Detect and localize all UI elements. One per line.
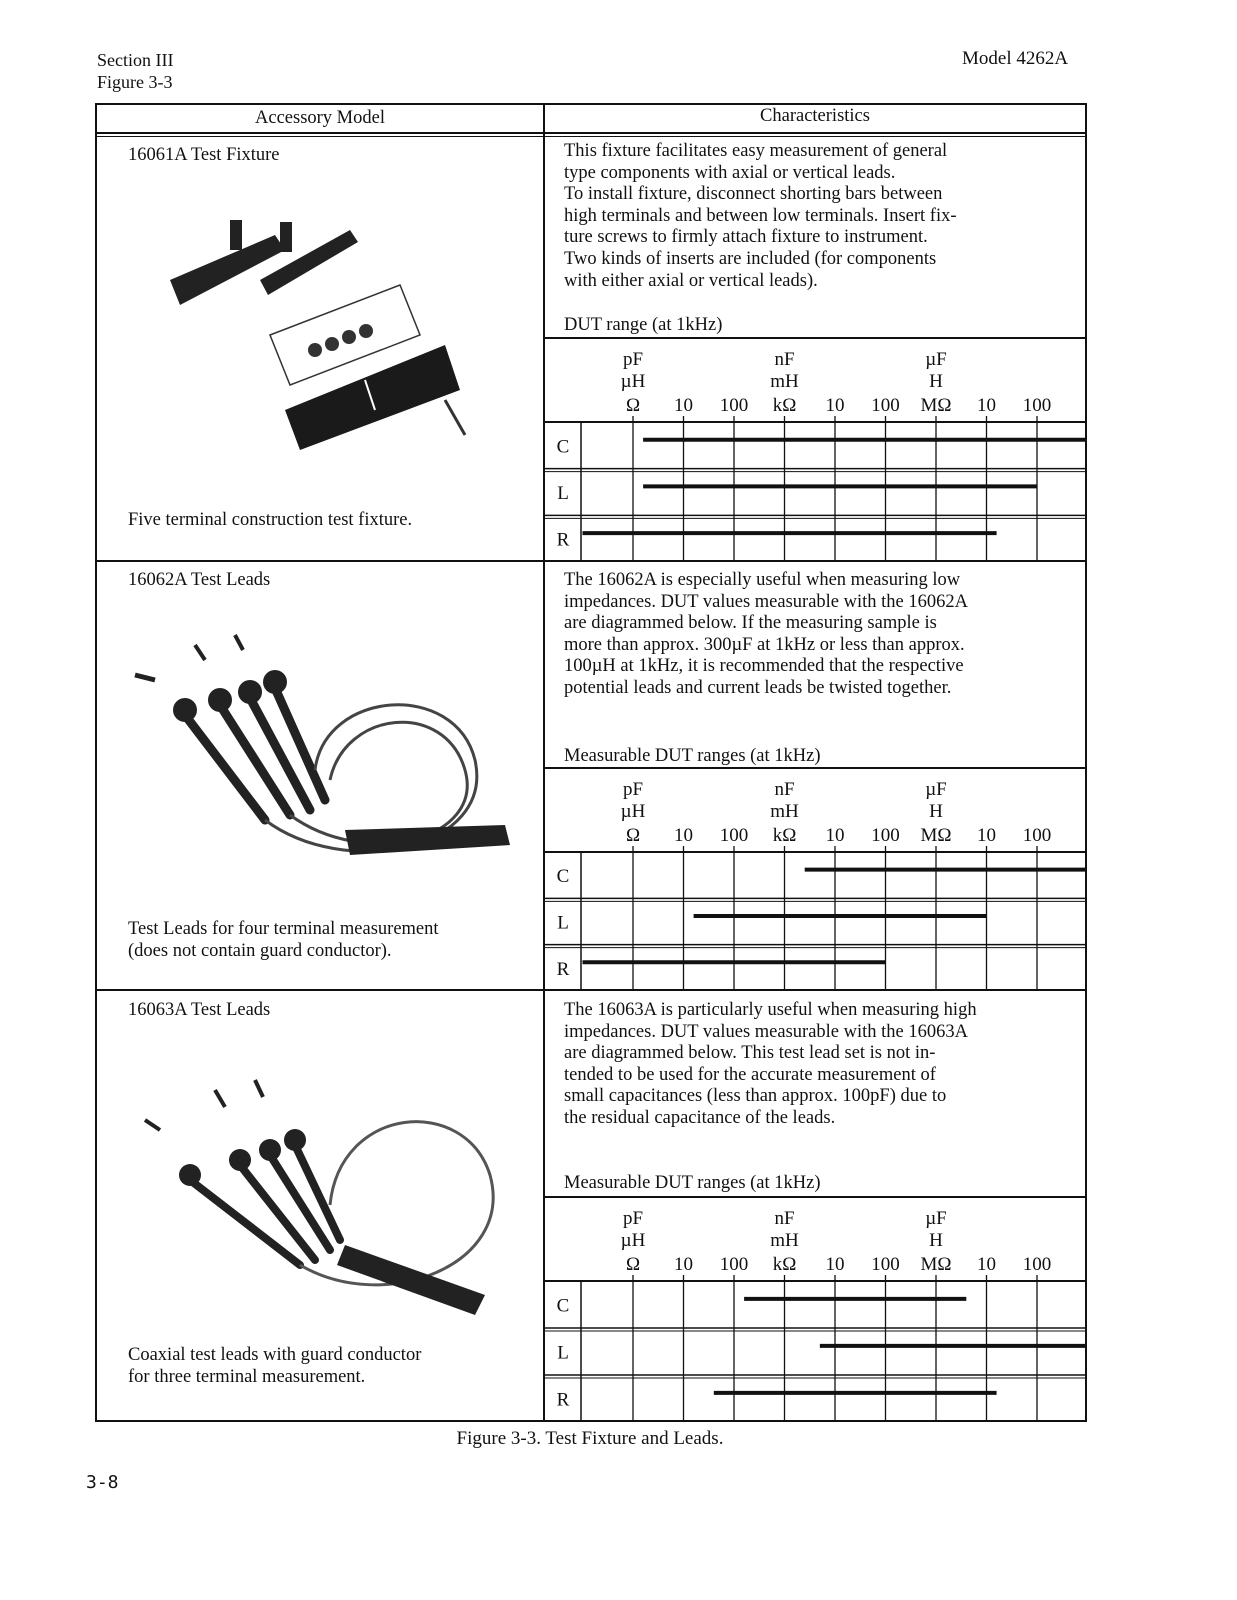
page-number: 3-8 (86, 1472, 119, 1493)
tick-label: kΩ (772, 1254, 797, 1275)
tick-label: MΩ (920, 395, 952, 416)
accessory-caption-16061a: Five terminal construction test fixture. (128, 510, 413, 530)
row-label-R: R (556, 958, 570, 980)
tick-label: 10 (674, 1254, 693, 1275)
unit-label-pF: pF (622, 1208, 644, 1229)
tick-label: 100 (871, 1254, 900, 1275)
tick-label: 100 (1022, 1254, 1052, 1275)
unit-label-µF: µF (925, 779, 947, 800)
row-label-R: R (556, 529, 570, 551)
row-label-L: L (557, 483, 569, 504)
tick-label: 100 (719, 1254, 749, 1275)
unit-label-H: H (929, 371, 943, 392)
unit-label-nF: nF (774, 779, 795, 800)
test-leads-16063a-image (125, 1065, 515, 1325)
row-label-L: L (557, 1342, 569, 1364)
tick-label: 100 (719, 825, 749, 846)
unit-label-pF: pF (622, 349, 644, 370)
unit-label-µF: µF (925, 1208, 947, 1229)
tick-label: 10 (825, 395, 845, 416)
tick-label: MΩ (920, 825, 952, 846)
figure-ref: Figure 3-3 (97, 72, 173, 92)
unit-label-µH: µH (620, 1230, 646, 1251)
range-label-16063a: Measurable DUT ranges (at 1kHz) (564, 1173, 821, 1193)
tick-label: 100 (871, 825, 900, 846)
unit-label-mH: mH (770, 801, 799, 822)
tick-label: 100 (1022, 395, 1052, 416)
row-label-C: C (556, 436, 570, 458)
row-label-R: R (556, 1389, 570, 1411)
range-label-16061a: DUT range (at 1kHz) (564, 315, 723, 335)
description-16061a: This fixture facilitates easy measurement of general type components with axial or vertical leads. To install fixture, disconnect shorting bars between high terminals and between low terminals. Insert fix- ture screws to firmly attach fixture to instrument. Two kinds of inserts are included (for components with either axial or vertical leads). (564, 141, 957, 291)
accessory-name-16062a: 16062A Test Leads (128, 570, 271, 590)
tick-label: 100 (719, 395, 749, 416)
dut-range-chart-16063a (545, 1196, 1087, 1422)
accessory-caption-16063a: Coaxial test leads with guard conductor for three terminal measurement. (128, 1345, 422, 1387)
tick-label: MΩ (920, 1254, 952, 1275)
accessory-name-16061a: 16061A Test Fixture (128, 145, 280, 165)
row-label-C: C (556, 1295, 570, 1317)
unit-label-mH: mH (770, 371, 799, 392)
tick-label: 10 (977, 395, 996, 416)
row-label-L: L (557, 912, 569, 934)
tick-label: 100 (871, 395, 900, 416)
dut-range-chart-16061a (545, 337, 1087, 562)
tick-label: Ω (625, 825, 641, 846)
unit-label-mH: mH (770, 1230, 799, 1251)
tick-label: kΩ (772, 395, 797, 416)
unit-label-pF: pF (622, 779, 644, 800)
model-label: Model 4262A (962, 48, 1069, 69)
test-leads-16062a-image (115, 620, 525, 910)
tick-label: 10 (977, 825, 996, 846)
tick-label: kΩ (772, 825, 797, 846)
row-label-C: C (556, 866, 570, 888)
test-fixture-image (160, 210, 490, 470)
unit-label-nF: nF (774, 1208, 795, 1229)
tick-label: 10 (674, 395, 693, 416)
description-16062a: The 16062A is especially useful when measuring low impedances. DUT values measurable with the 16062A are diagrammed below. If the measuring sample is more than approx. 300µF at 1kHz or less than approx. 100µH at 1kHz, it is recommended that the respective potential leads and current leads be twisted together. (564, 570, 968, 698)
figure-caption: Figure 3-3. Test Fixture and Leads. (456, 1428, 724, 1449)
tick-label: 10 (825, 1254, 845, 1275)
tick-label: 10 (977, 1254, 996, 1275)
tick-label: 10 (825, 825, 845, 846)
tick-label: 100 (1022, 825, 1052, 846)
accessory-name-16063a: 16063A Test Leads (128, 1000, 271, 1020)
tick-label: Ω (625, 1254, 641, 1275)
section-label: Section III (97, 50, 174, 70)
description-16063a: The 16063A is particularly useful when measuring high impedances. DUT values measurable with the 16063A are diagrammed below. This test lead set is not in- tended to be used for the accurate measurement of small capacitances (less than approx. 100pF) due to the residual capacitance of the leads. (564, 1000, 977, 1128)
accessory-caption-16062a: Test Leads for four terminal measurement (does not contain guard conductor). (128, 919, 439, 961)
range-label-16062a: Measurable DUT ranges (at 1kHz) (564, 746, 821, 766)
col-header-accessory: Accessory Model (255, 108, 385, 128)
unit-label-µH: µH (620, 801, 646, 822)
unit-label-µF: µF (925, 349, 947, 370)
unit-label-nF: nF (774, 349, 795, 370)
unit-label-µH: µH (620, 371, 646, 392)
tick-label: 10 (674, 825, 693, 846)
dut-range-chart-16062a (545, 767, 1087, 991)
col-header-characteristics: Characteristics (760, 106, 870, 126)
tick-label: Ω (625, 395, 641, 416)
unit-label-H: H (929, 801, 943, 822)
unit-label-H: H (929, 1230, 943, 1251)
